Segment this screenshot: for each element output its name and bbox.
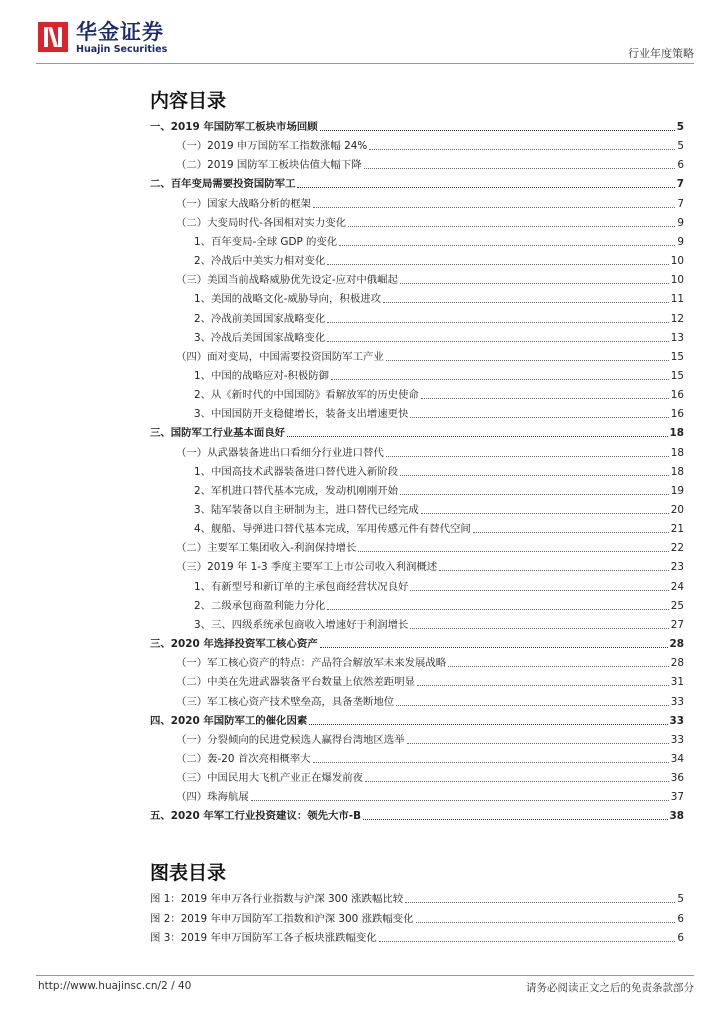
toc-entry-title: （二）主要军工集团收入-利润保持增长 <box>176 542 357 555</box>
page-number: 36 <box>670 772 684 785</box>
leader-dots <box>364 168 676 169</box>
leader-dots <box>309 724 667 725</box>
leader-dots <box>287 436 667 437</box>
leader-dots <box>331 379 669 380</box>
toc-entry[interactable] <box>150 133 684 153</box>
page-number: 37 <box>670 791 684 804</box>
toc-title: 内容目录 <box>150 90 227 112</box>
toc-entry-title: 3、冷战后美国国家战略变化 <box>194 331 326 344</box>
leader-dots <box>417 685 669 686</box>
leader-dots <box>297 187 674 188</box>
toc-entry-title: 三、2020 年选择投资军工核心资产 <box>150 638 318 651</box>
footer-url-page[interactable]: http://www.huajinsc.cn/2 / 40 <box>38 980 192 992</box>
page-number: 33 <box>669 714 684 727</box>
toc-entry[interactable] <box>150 191 684 211</box>
toc-entry-title: 1、百年变局-全球 GDP 的变化 <box>194 235 338 248</box>
toc-entry[interactable] <box>150 554 684 574</box>
toc-entry[interactable] <box>150 363 684 383</box>
toc-entry-title: 一、2019 年国防军工板块市场回顾 <box>150 121 318 133</box>
toc-entry[interactable] <box>150 765 684 785</box>
toc-entry-title: 2、冷战前美国国家战略变化 <box>194 312 326 325</box>
toc-entry-title: 3、陆军装备以自主研制为主，进口替代已经完成 <box>194 504 419 516</box>
toc-entry[interactable] <box>150 210 684 230</box>
toc-entry-title: （一）国家大战略分析的框架 <box>176 197 312 210</box>
toc-entry-title: 2、军机进口替代基本完成，发动机刚刚开始 <box>194 484 399 497</box>
figure-list-title: 图表目录 <box>150 862 227 884</box>
page-number: 33 <box>670 733 684 746</box>
toc-entry-title: 1、中国的战略应对-积极防御 <box>194 369 330 382</box>
leader-dots <box>400 494 669 495</box>
toc-entry-title: （二）2019 国防军工板块估值大幅下降 <box>176 159 362 172</box>
toc-entry[interactable] <box>150 344 684 364</box>
page-number: 19 <box>670 484 684 497</box>
toc-entry-title: 3、三、四级系统承包商收入增速好于利润增长 <box>194 618 409 631</box>
leader-dots <box>396 705 669 706</box>
toc-entry-title: （一）2019 申万国防军工指数涨幅 24% <box>176 140 368 153</box>
toc-entry[interactable] <box>150 784 684 804</box>
page-number: 23 <box>670 561 684 574</box>
leader-dots <box>348 226 675 227</box>
toc-entry-title: 1、有新型号和新订单的主承包商经营状况良好 <box>194 580 409 593</box>
toc-entry-title: 4、舰船、导弹进口替代基本完成，军用传感元件有替代空间 <box>194 523 471 536</box>
leader-dots <box>448 666 669 667</box>
toc-entry-title: 二、百年变局需要投资国防军工 <box>150 178 296 191</box>
toc-entry[interactable] <box>150 650 684 670</box>
page-number: 13 <box>670 331 684 344</box>
page-number: 10 <box>670 274 684 287</box>
footer-divider <box>36 975 694 976</box>
leader-dots <box>410 590 668 591</box>
page-number: 7 <box>676 178 684 191</box>
leader-dots <box>365 781 669 782</box>
toc-entry[interactable] <box>150 440 684 460</box>
leader-dots <box>313 207 675 208</box>
page-number: 6 <box>677 159 684 172</box>
leader-dots <box>327 609 668 610</box>
leader-dots <box>407 743 669 744</box>
leader-dots <box>251 800 669 801</box>
toc-entry[interactable] <box>150 114 684 134</box>
figure-entry-title: 图 1：2019 年申万各行业指数与沪深 300 涨跌幅比较 <box>150 893 404 905</box>
toc-entry[interactable] <box>150 631 684 651</box>
leader-dots <box>386 456 669 457</box>
figure-entry[interactable] <box>150 886 684 906</box>
toc-entry-title: 2、冷战后中美实力相对变化 <box>194 255 326 268</box>
page-number: 38 <box>669 810 684 823</box>
page-number: 22 <box>670 542 684 555</box>
leader-dots <box>400 475 669 476</box>
leader-dots <box>358 551 668 552</box>
toc-entry[interactable] <box>150 669 684 689</box>
toc-entry[interactable] <box>150 306 684 326</box>
leader-dots <box>410 628 668 629</box>
leader-dots <box>439 570 669 571</box>
leader-dots <box>327 264 668 265</box>
figure-entry[interactable] <box>150 925 684 945</box>
page-number: 27 <box>670 618 684 631</box>
page-number: 6 <box>677 932 684 944</box>
page-number: 18 <box>670 465 684 478</box>
toc-entry-title: 四、2020 年国防军工的催化因素 <box>150 714 308 727</box>
page-number: 5 <box>677 140 684 153</box>
toc-entry-title: 1、中国高技术武器装备进口替代进入新阶段 <box>194 465 399 478</box>
page-number: 12 <box>670 312 684 325</box>
leader-dots <box>369 149 675 150</box>
page-number: 16 <box>670 408 684 421</box>
toc-entry[interactable] <box>150 746 684 766</box>
toc-entry[interactable] <box>150 497 684 517</box>
brand-name-cn: 华金证券 <box>76 20 164 44</box>
toc-entry-title: 1、美国的战略文化-威胁导向，积极进攻 <box>194 293 381 306</box>
brand-name-en: Huajin Securities <box>76 44 168 55</box>
page-number: 20 <box>670 504 684 516</box>
toc-entry-title: 2、从《新时代的中国国防》看解放军的历史使命 <box>194 389 419 402</box>
toc-entry-title: （二）大变局时代-各国相对实力变化 <box>176 216 346 229</box>
leader-dots <box>339 245 675 246</box>
toc-entry-title: （二）轰-20 首次亮相概率大 <box>176 752 311 765</box>
leader-dots <box>405 902 675 903</box>
figure-entry[interactable] <box>150 906 684 926</box>
leader-dots <box>421 398 669 399</box>
toc-entry[interactable] <box>150 382 684 402</box>
toc-entry-title: （一）从武器装备进出口看细分行业进口替代 <box>176 446 384 459</box>
toc-entry[interactable] <box>150 574 684 594</box>
page-number: 15 <box>670 350 684 363</box>
figure-entry-title: 图 3：2019 年申万国防军工各子板块涨跌幅变化 <box>150 932 377 944</box>
leader-dots <box>383 302 669 303</box>
toc-entry[interactable] <box>150 593 684 613</box>
toc-entry-title: 五、2020 年军工行业投资建议：领先大市-B <box>150 810 362 823</box>
toc-entry-title: （一）军工核心资产的特点：产品符合解放军未来发展战略 <box>176 657 447 670</box>
toc-entry[interactable] <box>150 267 684 287</box>
leader-dots <box>386 360 669 361</box>
toc-entry[interactable] <box>150 420 684 440</box>
page-number: 15 <box>670 369 684 382</box>
toc-entry-title: （三）美国当前战略威胁优先设定-应对中俄崛起 <box>176 274 398 287</box>
toc-entry-title: （三）中国民用大飞机产业正在爆发前夜 <box>176 772 364 785</box>
toc-entry[interactable] <box>150 478 684 498</box>
page-number: 25 <box>670 599 684 612</box>
toc-entry-title: （三）军工核心资产技术壁垒高，具备垄断地位 <box>176 695 395 708</box>
toc-entry[interactable] <box>150 229 684 249</box>
page-number: 10 <box>670 255 684 268</box>
page-number: 9 <box>677 216 684 229</box>
huajin-logo-icon <box>38 22 68 52</box>
leader-dots <box>421 513 669 514</box>
toc-entry-title: （四）面对变局，中国需要投资国防军工产业 <box>176 350 384 363</box>
toc-entry-title: 2、二级承包商盈利能力分化 <box>194 599 326 612</box>
toc-entry[interactable] <box>150 708 684 728</box>
leader-dots <box>379 941 676 942</box>
page-number: 16 <box>670 389 684 402</box>
header-divider <box>36 63 694 64</box>
document-type: 行业年度策略 <box>628 47 694 60</box>
page-number: 28 <box>670 657 684 670</box>
footer-disclaimer: 请务必阅读正文之后的免责条款部分 <box>526 982 694 994</box>
toc-entry[interactable] <box>150 248 684 268</box>
page-number: 5 <box>677 893 684 905</box>
toc-entry[interactable] <box>150 535 684 555</box>
toc-entry[interactable] <box>150 459 684 479</box>
page-number: 28 <box>669 638 684 651</box>
leader-dots <box>363 819 668 820</box>
page-number: 18 <box>669 427 684 440</box>
leader-dots <box>400 283 669 284</box>
toc-entry[interactable] <box>150 152 684 172</box>
page-header <box>0 0 724 66</box>
page-number: 24 <box>670 580 684 593</box>
page-number: 21 <box>670 523 684 536</box>
toc-entry[interactable] <box>150 689 684 709</box>
toc-entry-title: 三、国防军工行业基本面良好 <box>150 427 286 440</box>
page-number: 33 <box>670 695 684 708</box>
toc-entry[interactable] <box>150 612 684 632</box>
page-number: 7 <box>677 197 684 210</box>
leader-dots <box>327 322 668 323</box>
leader-dots <box>410 417 668 418</box>
page-number: 31 <box>670 676 684 689</box>
leader-dots <box>320 647 668 648</box>
toc-entry-title: 3、中国国防开支稳健增长，装备支出增速更快 <box>194 408 409 421</box>
leader-dots <box>416 922 676 923</box>
page-number: 6 <box>677 912 684 925</box>
toc-entry[interactable] <box>150 325 684 345</box>
page-number: 34 <box>670 752 684 765</box>
toc-entry-title: （三）2019 年 1-3 季度主要军工上市公司收入利润概述 <box>176 561 438 574</box>
page-number: 18 <box>670 446 684 459</box>
page-number: 5 <box>676 121 684 133</box>
toc-entry-title: （四）珠海航展 <box>176 791 249 804</box>
page-number: 9 <box>677 235 684 248</box>
leader-dots <box>320 130 675 131</box>
toc-entry[interactable] <box>150 516 684 536</box>
leader-dots <box>473 532 669 533</box>
toc-entry[interactable] <box>150 803 684 823</box>
leader-dots <box>313 762 669 763</box>
toc-entry[interactable] <box>150 401 684 421</box>
figure-entry-title: 图 2：2019 年申万国防军工指数和沪深 300 涨跌幅变化 <box>150 912 414 925</box>
toc-entry-title: （二）中美在先进武器装备平台数量上依然差距明显 <box>176 676 415 689</box>
leader-dots <box>327 341 668 342</box>
toc-entry-title: （一）分裂倾向的民进党候选人赢得台湾地区选举 <box>176 733 405 746</box>
toc-entry[interactable] <box>150 286 684 306</box>
toc-entry[interactable] <box>150 727 684 747</box>
toc-entry[interactable] <box>150 171 684 191</box>
page-number: 11 <box>670 293 684 306</box>
